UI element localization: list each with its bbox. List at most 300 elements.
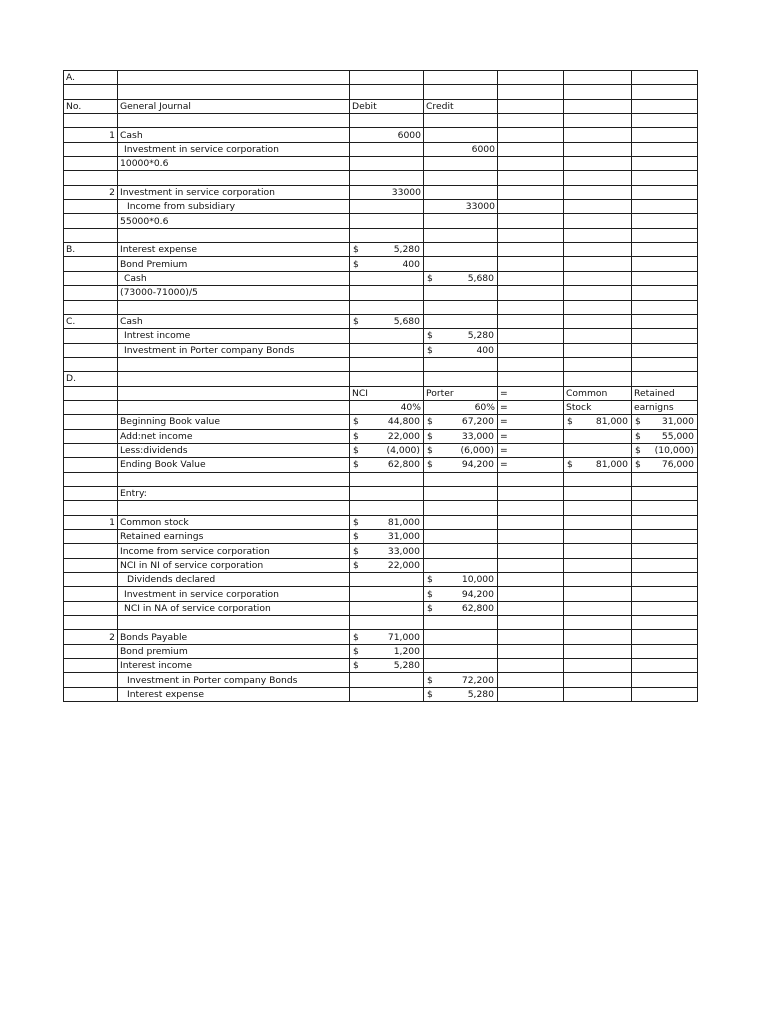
spreadsheet-cell[interactable] bbox=[632, 616, 698, 630]
spreadsheet-cell[interactable] bbox=[350, 501, 424, 515]
spreadsheet-cell[interactable] bbox=[564, 99, 632, 113]
spreadsheet-cell[interactable]: Cash bbox=[118, 271, 350, 285]
spreadsheet-cell[interactable] bbox=[424, 329, 498, 343]
spreadsheet-cell[interactable] bbox=[350, 314, 424, 328]
spreadsheet-cell[interactable] bbox=[64, 171, 118, 185]
spreadsheet-cell[interactable] bbox=[350, 114, 424, 128]
spreadsheet-cell[interactable] bbox=[424, 486, 498, 500]
spreadsheet-cell[interactable] bbox=[564, 171, 632, 185]
spreadsheet-cell[interactable] bbox=[350, 329, 424, 343]
spreadsheet-cell[interactable] bbox=[498, 501, 564, 515]
spreadsheet-cell[interactable] bbox=[350, 687, 424, 701]
spreadsheet-cell[interactable] bbox=[118, 386, 350, 400]
spreadsheet-cell[interactable] bbox=[64, 530, 118, 544]
spreadsheet-cell[interactable] bbox=[424, 128, 498, 142]
spreadsheet-cell[interactable] bbox=[498, 128, 564, 142]
spreadsheet-cell[interactable]: A. bbox=[64, 71, 118, 85]
spreadsheet-cell[interactable]: 1 bbox=[64, 128, 118, 142]
spreadsheet-cell[interactable] bbox=[64, 400, 118, 414]
spreadsheet-cell[interactable] bbox=[498, 630, 564, 644]
spreadsheet-cell[interactable] bbox=[564, 71, 632, 85]
spreadsheet-cell[interactable]: 33000 bbox=[350, 185, 424, 199]
spreadsheet-cell[interactable]: Interest income bbox=[118, 659, 350, 673]
spreadsheet-cell[interactable] bbox=[564, 114, 632, 128]
spreadsheet-cell[interactable] bbox=[564, 429, 632, 443]
spreadsheet-cell[interactable] bbox=[64, 300, 118, 314]
spreadsheet-cell[interactable] bbox=[118, 616, 350, 630]
spreadsheet-cell[interactable] bbox=[564, 544, 632, 558]
spreadsheet-cell[interactable] bbox=[350, 486, 424, 500]
spreadsheet-cell[interactable] bbox=[564, 271, 632, 285]
spreadsheet-cell[interactable] bbox=[350, 71, 424, 85]
spreadsheet-cell[interactable] bbox=[564, 601, 632, 615]
spreadsheet-cell[interactable] bbox=[632, 486, 698, 500]
spreadsheet-cell[interactable] bbox=[564, 530, 632, 544]
spreadsheet-cell[interactable] bbox=[424, 271, 498, 285]
spreadsheet-cell[interactable] bbox=[424, 157, 498, 171]
spreadsheet-cell[interactable] bbox=[632, 372, 698, 386]
spreadsheet-cell[interactable]: = bbox=[498, 429, 564, 443]
spreadsheet-cell[interactable] bbox=[564, 214, 632, 228]
spreadsheet-cell[interactable] bbox=[632, 99, 698, 113]
spreadsheet-cell[interactable] bbox=[498, 257, 564, 271]
spreadsheet-cell[interactable]: 60% bbox=[424, 400, 498, 414]
spreadsheet-cell[interactable] bbox=[350, 286, 424, 300]
spreadsheet-cell[interactable] bbox=[350, 573, 424, 587]
spreadsheet-cell[interactable]: (73000-71000)/5 bbox=[118, 286, 350, 300]
spreadsheet-cell[interactable] bbox=[498, 558, 564, 572]
spreadsheet-cell[interactable]: 1 bbox=[64, 515, 118, 529]
spreadsheet-cell[interactable] bbox=[632, 200, 698, 214]
spreadsheet-cell[interactable] bbox=[118, 228, 350, 242]
spreadsheet-cell[interactable] bbox=[350, 243, 424, 257]
spreadsheet-cell[interactable] bbox=[632, 128, 698, 142]
spreadsheet-cell[interactable] bbox=[564, 501, 632, 515]
spreadsheet-cell[interactable] bbox=[498, 114, 564, 128]
spreadsheet-cell[interactable] bbox=[632, 185, 698, 199]
spreadsheet-cell[interactable] bbox=[632, 429, 698, 443]
spreadsheet-cell[interactable]: Dividends declared bbox=[118, 573, 350, 587]
spreadsheet-cell[interactable] bbox=[632, 515, 698, 529]
spreadsheet-cell[interactable] bbox=[350, 515, 424, 529]
spreadsheet-cell[interactable] bbox=[424, 587, 498, 601]
spreadsheet-cell[interactable]: = bbox=[498, 386, 564, 400]
spreadsheet-cell[interactable] bbox=[350, 85, 424, 99]
spreadsheet-cell[interactable] bbox=[564, 243, 632, 257]
spreadsheet-cell[interactable] bbox=[64, 85, 118, 99]
spreadsheet-cell[interactable]: = bbox=[498, 458, 564, 472]
spreadsheet-cell[interactable]: B. bbox=[64, 243, 118, 257]
spreadsheet-cell[interactable] bbox=[64, 429, 118, 443]
spreadsheet-cell[interactable] bbox=[498, 530, 564, 544]
spreadsheet-cell[interactable] bbox=[350, 271, 424, 285]
spreadsheet-cell[interactable] bbox=[564, 687, 632, 701]
spreadsheet-cell[interactable]: Investment in service corporation bbox=[118, 587, 350, 601]
spreadsheet-cell[interactable] bbox=[564, 357, 632, 371]
spreadsheet-cell[interactable] bbox=[632, 573, 698, 587]
spreadsheet-cell[interactable] bbox=[632, 530, 698, 544]
spreadsheet-cell[interactable]: No. bbox=[64, 99, 118, 113]
spreadsheet-cell[interactable] bbox=[632, 228, 698, 242]
spreadsheet-cell[interactable] bbox=[350, 630, 424, 644]
spreadsheet-cell[interactable] bbox=[424, 171, 498, 185]
spreadsheet-cell[interactable] bbox=[118, 300, 350, 314]
spreadsheet-cell[interactable] bbox=[424, 257, 498, 271]
spreadsheet-cell[interactable] bbox=[64, 644, 118, 658]
spreadsheet-cell[interactable] bbox=[498, 71, 564, 85]
spreadsheet-cell[interactable]: C. bbox=[64, 314, 118, 328]
spreadsheet-cell[interactable] bbox=[350, 544, 424, 558]
spreadsheet-cell[interactable] bbox=[498, 372, 564, 386]
spreadsheet-cell[interactable]: Cash bbox=[118, 314, 350, 328]
spreadsheet-cell[interactable] bbox=[632, 544, 698, 558]
spreadsheet-cell[interactable] bbox=[424, 644, 498, 658]
spreadsheet-cell[interactable]: Investment in Porter company Bonds bbox=[118, 673, 350, 687]
spreadsheet-cell[interactable] bbox=[632, 343, 698, 357]
spreadsheet-cell[interactable] bbox=[118, 171, 350, 185]
spreadsheet-cell[interactable] bbox=[632, 558, 698, 572]
spreadsheet-cell[interactable] bbox=[564, 630, 632, 644]
spreadsheet-cell[interactable] bbox=[498, 515, 564, 529]
spreadsheet-cell[interactable] bbox=[424, 185, 498, 199]
spreadsheet-cell[interactable]: 40% bbox=[350, 400, 424, 414]
spreadsheet-cell[interactable] bbox=[498, 616, 564, 630]
spreadsheet-cell[interactable] bbox=[424, 228, 498, 242]
spreadsheet-cell[interactable] bbox=[350, 587, 424, 601]
spreadsheet-cell[interactable] bbox=[498, 329, 564, 343]
spreadsheet-cell[interactable] bbox=[632, 357, 698, 371]
spreadsheet-cell[interactable] bbox=[350, 644, 424, 658]
spreadsheet-cell[interactable] bbox=[424, 616, 498, 630]
spreadsheet-cell[interactable] bbox=[632, 157, 698, 171]
spreadsheet-cell[interactable] bbox=[424, 372, 498, 386]
spreadsheet-cell[interactable] bbox=[564, 85, 632, 99]
spreadsheet-cell[interactable] bbox=[118, 114, 350, 128]
spreadsheet-cell[interactable] bbox=[424, 558, 498, 572]
spreadsheet-cell[interactable] bbox=[350, 429, 424, 443]
spreadsheet-cell[interactable] bbox=[350, 673, 424, 687]
spreadsheet-cell[interactable] bbox=[632, 630, 698, 644]
spreadsheet-cell[interactable] bbox=[498, 343, 564, 357]
spreadsheet-cell[interactable] bbox=[64, 501, 118, 515]
spreadsheet-cell[interactable] bbox=[424, 429, 498, 443]
spreadsheet-cell[interactable] bbox=[564, 185, 632, 199]
spreadsheet-cell[interactable] bbox=[350, 530, 424, 544]
spreadsheet-cell[interactable] bbox=[632, 314, 698, 328]
spreadsheet-cell[interactable] bbox=[564, 329, 632, 343]
spreadsheet-cell[interactable] bbox=[498, 157, 564, 171]
spreadsheet-cell[interactable]: 2 bbox=[64, 630, 118, 644]
spreadsheet-cell[interactable] bbox=[632, 472, 698, 486]
spreadsheet-cell[interactable]: Interest expense bbox=[118, 687, 350, 701]
spreadsheet-cell[interactable]: Entry: bbox=[118, 486, 350, 500]
spreadsheet-cell[interactable] bbox=[424, 71, 498, 85]
spreadsheet-cell[interactable] bbox=[564, 343, 632, 357]
spreadsheet-cell[interactable] bbox=[498, 99, 564, 113]
spreadsheet-cell[interactable] bbox=[64, 415, 118, 429]
spreadsheet-cell[interactable] bbox=[564, 257, 632, 271]
spreadsheet-cell[interactable] bbox=[632, 71, 698, 85]
spreadsheet-cell[interactable]: Investment in Porter company Bonds bbox=[118, 343, 350, 357]
spreadsheet-cell[interactable] bbox=[350, 415, 424, 429]
spreadsheet-cell[interactable]: Less:dividends bbox=[118, 443, 350, 457]
spreadsheet-cell[interactable] bbox=[424, 415, 498, 429]
spreadsheet-cell[interactable]: Retained earnings bbox=[118, 530, 350, 544]
spreadsheet-cell[interactable] bbox=[424, 357, 498, 371]
spreadsheet-cell[interactable] bbox=[424, 501, 498, 515]
spreadsheet-cell[interactable] bbox=[350, 443, 424, 457]
spreadsheet-cell[interactable] bbox=[564, 486, 632, 500]
spreadsheet-cell[interactable]: Investment in service corporation bbox=[118, 185, 350, 199]
spreadsheet-cell[interactable] bbox=[498, 171, 564, 185]
spreadsheet-cell[interactable] bbox=[118, 400, 350, 414]
spreadsheet-cell[interactable] bbox=[64, 458, 118, 472]
spreadsheet-cell[interactable] bbox=[564, 472, 632, 486]
spreadsheet-cell[interactable] bbox=[118, 472, 350, 486]
spreadsheet-cell[interactable] bbox=[350, 171, 424, 185]
spreadsheet-cell[interactable] bbox=[632, 214, 698, 228]
spreadsheet-cell[interactable] bbox=[564, 458, 632, 472]
spreadsheet-cell[interactable] bbox=[564, 142, 632, 156]
spreadsheet-cell[interactable]: Ending Book Value bbox=[118, 458, 350, 472]
spreadsheet-cell[interactable] bbox=[424, 673, 498, 687]
spreadsheet-cell[interactable] bbox=[350, 300, 424, 314]
spreadsheet-cell[interactable] bbox=[498, 644, 564, 658]
spreadsheet-cell[interactable] bbox=[564, 300, 632, 314]
spreadsheet-cell[interactable] bbox=[350, 372, 424, 386]
spreadsheet-cell[interactable] bbox=[498, 601, 564, 615]
spreadsheet-cell[interactable] bbox=[350, 142, 424, 156]
spreadsheet-cell[interactable] bbox=[64, 443, 118, 457]
spreadsheet-cell[interactable] bbox=[424, 630, 498, 644]
spreadsheet-cell[interactable] bbox=[632, 458, 698, 472]
spreadsheet-cell[interactable] bbox=[64, 357, 118, 371]
spreadsheet-cell[interactable] bbox=[498, 185, 564, 199]
spreadsheet-cell[interactable] bbox=[632, 271, 698, 285]
spreadsheet-cell[interactable] bbox=[64, 271, 118, 285]
spreadsheet-cell[interactable] bbox=[64, 157, 118, 171]
spreadsheet-cell[interactable] bbox=[498, 85, 564, 99]
spreadsheet-cell[interactable] bbox=[424, 659, 498, 673]
spreadsheet-cell[interactable] bbox=[350, 458, 424, 472]
spreadsheet-cell[interactable] bbox=[632, 85, 698, 99]
spreadsheet-cell[interactable] bbox=[424, 458, 498, 472]
spreadsheet-cell[interactable] bbox=[564, 558, 632, 572]
spreadsheet-cell[interactable] bbox=[564, 616, 632, 630]
spreadsheet-cell[interactable] bbox=[632, 601, 698, 615]
spreadsheet-cell[interactable] bbox=[424, 214, 498, 228]
spreadsheet-cell[interactable]: Common bbox=[564, 386, 632, 400]
spreadsheet-cell[interactable]: Debit bbox=[350, 99, 424, 113]
spreadsheet-cell[interactable] bbox=[350, 228, 424, 242]
spreadsheet-cell[interactable] bbox=[118, 372, 350, 386]
spreadsheet-cell[interactable] bbox=[424, 530, 498, 544]
spreadsheet-cell[interactable] bbox=[632, 415, 698, 429]
spreadsheet-cell[interactable] bbox=[64, 616, 118, 630]
spreadsheet-cell[interactable] bbox=[424, 443, 498, 457]
spreadsheet-cell[interactable] bbox=[118, 357, 350, 371]
spreadsheet-cell[interactable]: = bbox=[498, 443, 564, 457]
spreadsheet-cell[interactable] bbox=[564, 286, 632, 300]
spreadsheet-cell[interactable] bbox=[632, 243, 698, 257]
spreadsheet-cell[interactable] bbox=[424, 300, 498, 314]
spreadsheet-cell[interactable] bbox=[498, 573, 564, 587]
spreadsheet-cell[interactable] bbox=[632, 501, 698, 515]
spreadsheet-cell[interactable] bbox=[498, 659, 564, 673]
spreadsheet-cell[interactable] bbox=[424, 114, 498, 128]
spreadsheet-cell[interactable] bbox=[498, 486, 564, 500]
spreadsheet-cell[interactable]: NCI in NA of service corporation bbox=[118, 601, 350, 615]
spreadsheet-cell[interactable] bbox=[350, 601, 424, 615]
spreadsheet-cell[interactable] bbox=[64, 386, 118, 400]
spreadsheet-cell[interactable] bbox=[350, 616, 424, 630]
spreadsheet-cell[interactable]: 10000*0.6 bbox=[118, 157, 350, 171]
spreadsheet-cell[interactable] bbox=[564, 573, 632, 587]
spreadsheet-cell[interactable] bbox=[632, 687, 698, 701]
spreadsheet-cell[interactable] bbox=[64, 114, 118, 128]
spreadsheet-cell[interactable] bbox=[632, 644, 698, 658]
spreadsheet-cell[interactable]: Bonds Payable bbox=[118, 630, 350, 644]
spreadsheet-cell[interactable]: 2 bbox=[64, 185, 118, 199]
spreadsheet-cell[interactable] bbox=[64, 257, 118, 271]
spreadsheet-cell[interactable] bbox=[424, 314, 498, 328]
spreadsheet-cell[interactable] bbox=[350, 200, 424, 214]
spreadsheet-cell[interactable]: Income from subsidiary bbox=[118, 200, 350, 214]
spreadsheet-cell[interactable] bbox=[350, 357, 424, 371]
spreadsheet-cell[interactable] bbox=[632, 587, 698, 601]
spreadsheet-cell[interactable]: 55000*0.6 bbox=[118, 214, 350, 228]
spreadsheet-cell[interactable]: 33000 bbox=[424, 200, 498, 214]
spreadsheet-cell[interactable] bbox=[64, 573, 118, 587]
spreadsheet-cell[interactable] bbox=[64, 214, 118, 228]
spreadsheet-cell[interactable]: 6000 bbox=[424, 142, 498, 156]
spreadsheet-cell[interactable] bbox=[498, 687, 564, 701]
spreadsheet-cell[interactable] bbox=[564, 157, 632, 171]
spreadsheet-cell[interactable]: D. bbox=[64, 372, 118, 386]
spreadsheet-cell[interactable] bbox=[498, 243, 564, 257]
spreadsheet-cell[interactable] bbox=[64, 687, 118, 701]
spreadsheet-cell[interactable] bbox=[632, 673, 698, 687]
spreadsheet-cell[interactable]: Add:net income bbox=[118, 429, 350, 443]
spreadsheet-cell[interactable] bbox=[424, 243, 498, 257]
spreadsheet-cell[interactable] bbox=[424, 515, 498, 529]
spreadsheet-cell[interactable] bbox=[64, 673, 118, 687]
spreadsheet-cell[interactable]: NCI in NI of service corporation bbox=[118, 558, 350, 572]
spreadsheet-cell[interactable] bbox=[564, 314, 632, 328]
spreadsheet-cell[interactable] bbox=[424, 573, 498, 587]
spreadsheet-cell[interactable] bbox=[64, 228, 118, 242]
spreadsheet-cell[interactable] bbox=[632, 114, 698, 128]
spreadsheet-cell[interactable] bbox=[64, 286, 118, 300]
spreadsheet-cell[interactable] bbox=[424, 286, 498, 300]
spreadsheet-cell[interactable] bbox=[564, 228, 632, 242]
spreadsheet-cell[interactable]: Investment in service corporation bbox=[118, 142, 350, 156]
spreadsheet-cell[interactable] bbox=[424, 601, 498, 615]
spreadsheet-cell[interactable]: Cash bbox=[118, 128, 350, 142]
spreadsheet-cell[interactable] bbox=[632, 443, 698, 457]
spreadsheet-cell[interactable]: Bond Premium bbox=[118, 257, 350, 271]
spreadsheet-cell[interactable] bbox=[498, 286, 564, 300]
spreadsheet-cell[interactable] bbox=[64, 558, 118, 572]
spreadsheet-cell[interactable] bbox=[498, 472, 564, 486]
spreadsheet-cell[interactable] bbox=[632, 659, 698, 673]
spreadsheet-cell[interactable] bbox=[498, 142, 564, 156]
spreadsheet-cell[interactable] bbox=[498, 544, 564, 558]
spreadsheet-cell[interactable]: Income from service corporation bbox=[118, 544, 350, 558]
spreadsheet-cell[interactable] bbox=[64, 587, 118, 601]
spreadsheet-cell[interactable]: = bbox=[498, 415, 564, 429]
spreadsheet-cell[interactable]: Intrest income bbox=[118, 329, 350, 343]
spreadsheet-cell[interactable] bbox=[564, 659, 632, 673]
spreadsheet-cell[interactable] bbox=[564, 200, 632, 214]
spreadsheet-cell[interactable] bbox=[118, 501, 350, 515]
spreadsheet-cell[interactable] bbox=[564, 644, 632, 658]
spreadsheet-cell[interactable] bbox=[498, 587, 564, 601]
spreadsheet-cell[interactable] bbox=[564, 415, 632, 429]
spreadsheet-cell[interactable] bbox=[424, 472, 498, 486]
spreadsheet-cell[interactable]: Porter bbox=[424, 386, 498, 400]
spreadsheet-cell[interactable] bbox=[350, 257, 424, 271]
spreadsheet-cell[interactable]: earnigns bbox=[632, 400, 698, 414]
spreadsheet-cell[interactable] bbox=[350, 659, 424, 673]
spreadsheet-cell[interactable] bbox=[498, 314, 564, 328]
spreadsheet-cell[interactable] bbox=[632, 171, 698, 185]
spreadsheet-cell[interactable] bbox=[498, 271, 564, 285]
spreadsheet-cell[interactable] bbox=[564, 128, 632, 142]
spreadsheet-cell[interactable] bbox=[564, 673, 632, 687]
spreadsheet-cell[interactable]: Stock bbox=[564, 400, 632, 414]
spreadsheet-cell[interactable] bbox=[564, 587, 632, 601]
spreadsheet-cell[interactable] bbox=[564, 372, 632, 386]
spreadsheet-cell[interactable]: Retained bbox=[632, 386, 698, 400]
spreadsheet-cell[interactable] bbox=[424, 544, 498, 558]
spreadsheet-cell[interactable] bbox=[498, 673, 564, 687]
spreadsheet-cell[interactable] bbox=[564, 515, 632, 529]
spreadsheet-cell[interactable] bbox=[64, 472, 118, 486]
spreadsheet-cell[interactable]: General Journal bbox=[118, 99, 350, 113]
spreadsheet-cell[interactable] bbox=[498, 357, 564, 371]
spreadsheet-cell[interactable] bbox=[64, 200, 118, 214]
spreadsheet-cell[interactable]: NCI bbox=[350, 386, 424, 400]
spreadsheet-cell[interactable] bbox=[424, 343, 498, 357]
spreadsheet-cell[interactable] bbox=[350, 343, 424, 357]
spreadsheet-cell[interactable] bbox=[64, 142, 118, 156]
spreadsheet-cell[interactable] bbox=[564, 443, 632, 457]
spreadsheet-cell[interactable] bbox=[118, 85, 350, 99]
spreadsheet-cell[interactable] bbox=[498, 214, 564, 228]
spreadsheet-cell[interactable] bbox=[498, 228, 564, 242]
spreadsheet-cell[interactable]: Credit bbox=[424, 99, 498, 113]
spreadsheet-cell[interactable] bbox=[64, 544, 118, 558]
spreadsheet-cell[interactable]: Interest expense bbox=[118, 243, 350, 257]
spreadsheet-cell[interactable] bbox=[64, 659, 118, 673]
spreadsheet-cell[interactable] bbox=[64, 601, 118, 615]
spreadsheet-cell[interactable] bbox=[498, 200, 564, 214]
spreadsheet-cell[interactable] bbox=[632, 286, 698, 300]
spreadsheet-cell[interactable] bbox=[632, 300, 698, 314]
spreadsheet-cell[interactable]: Common stock bbox=[118, 515, 350, 529]
spreadsheet-cell[interactable]: Beginning Book value bbox=[118, 415, 350, 429]
spreadsheet-cell[interactable] bbox=[64, 329, 118, 343]
spreadsheet-cell[interactable] bbox=[424, 687, 498, 701]
spreadsheet-cell[interactable] bbox=[350, 157, 424, 171]
spreadsheet-cell[interactable] bbox=[498, 300, 564, 314]
spreadsheet-cell[interactable] bbox=[632, 329, 698, 343]
spreadsheet-cell[interactable] bbox=[350, 558, 424, 572]
spreadsheet-cell[interactable] bbox=[632, 142, 698, 156]
spreadsheet-cell[interactable]: Bond premium bbox=[118, 644, 350, 658]
spreadsheet-cell[interactable] bbox=[350, 214, 424, 228]
